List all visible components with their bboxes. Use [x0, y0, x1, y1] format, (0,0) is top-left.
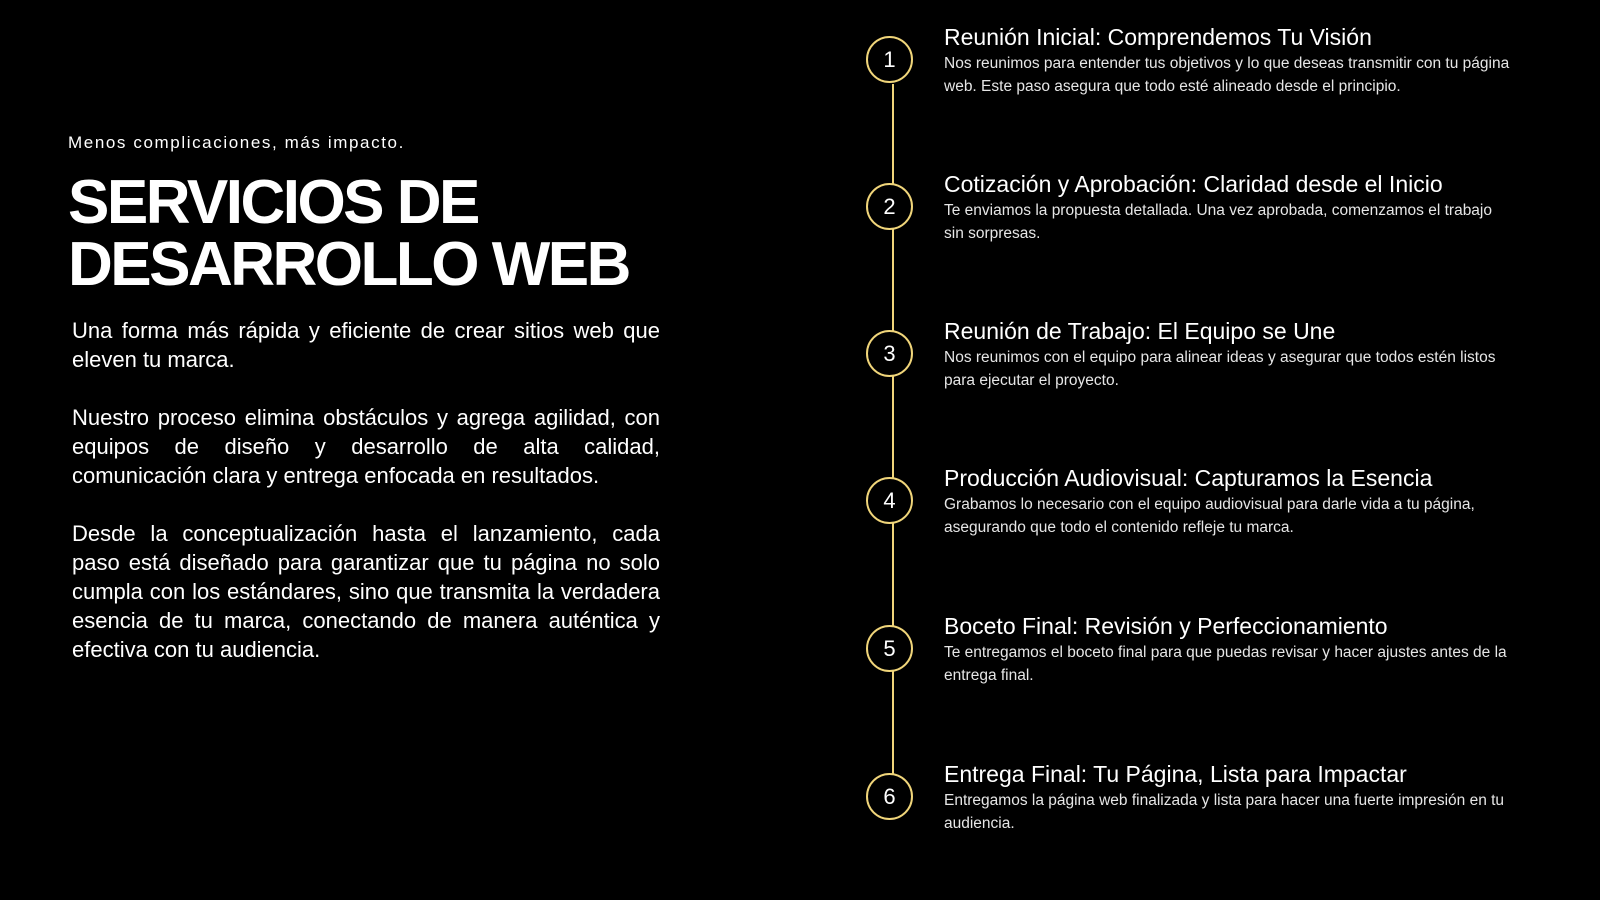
step-description: Nos reunimos con el equipo para alinear ideas y asegurar que todos estén listos para ejecutar el proyecto.: [944, 349, 1496, 389]
tagline: Menos complicaciones, más impacto.: [68, 133, 405, 152]
step-title: Boceto Final: Revisión y Perfeccionamiento: [944, 613, 1388, 639]
step-description: Entregamos la página web finalizada y lista para hacer una fuerte impresión en tu audiencia.: [944, 792, 1505, 832]
step-title: Reunión de Trabajo: El Equipo se Une: [944, 318, 1336, 344]
step-number-circle: 4: [866, 477, 913, 524]
step-description: Te enviamos la propuesta detallada. Una vez aprobada, comenzamos el trabajo sin sorpresas.: [944, 202, 1492, 242]
intro-paragraph-3: Desde la conceptualización hasta el lanzamiento, cada paso está diseñado para garantizar que tu página no solo cumpla con los estándares, sino que transmita la verdadera esencia de tu marca, conectando de manera auténtica y efectiva con tu audiencia.: [72, 521, 660, 662]
step-number-circle: 6: [866, 773, 913, 820]
step-number-circle: 5: [866, 625, 913, 672]
step-title: Producción Audiovisual: Capturamos la Esencia: [944, 465, 1433, 491]
title-line-2: DESARROLLO WEB: [68, 230, 629, 299]
step-number-circle: 2: [866, 183, 913, 230]
step-number-circle: 1: [866, 36, 913, 83]
intro-paragraph-2: Nuestro proceso elimina obstáculos y agrega agilidad, con equipos de diseño y desarrollo de alta calidad, comunicación clara y entrega enfocada en resultados.: [72, 405, 660, 488]
step-number-circle: 3: [866, 330, 913, 377]
step-title: Cotización y Aprobación: Claridad desde el Inicio: [944, 171, 1443, 197]
step-description: Grabamos lo necesario con el equipo audiovisual para darle vida a tu página, asegurando que todo el contenido refleje tu marca.: [944, 496, 1475, 536]
step-title: Reunión Inicial: Comprendemos Tu Visión: [944, 24, 1372, 50]
step-description: Te entregamos el boceto final para que puedas revisar y hacer ajustes antes de la entrega final.: [944, 644, 1507, 684]
title-line-1: SERVICIOS DE: [68, 168, 478, 237]
step-title: Entrega Final: Tu Página, Lista para Impactar: [944, 761, 1407, 787]
intro-paragraph-1: Una forma más rápida y eficiente de crear sitios web que eleven tu marca.: [72, 318, 660, 372]
step-description: Nos reunimos para entender tus objetivos y lo que deseas transmitir con tu página web. Este paso asegura que todo esté alineado desde el principio.: [944, 55, 1510, 95]
